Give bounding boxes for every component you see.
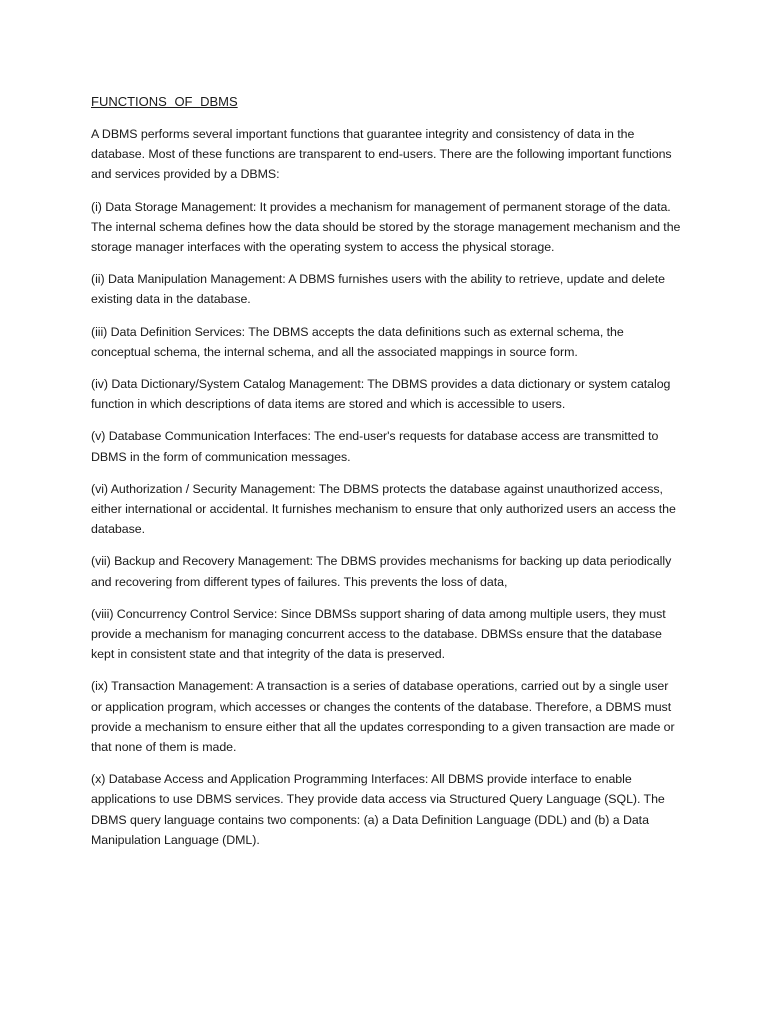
document-page [91,94,681,862]
paragraph-backup-recovery: (vii) Backup and Recovery Management: The DBMS provides mechanisms for backing up data periodically and recovering from different types of failures. This prevents the loss of data, [91,554,672,589]
document-title: FUNCTIONS OF DBMS [91,94,238,109]
paragraph-data-manipulation-management: (ii) Data Manipulation Management: A DBMS furnishes users with the ability to retrieve, update and delete existing data in the database. [91,272,665,307]
paragraph-intro: A DBMS performs several important functions that guarantee integrity and consistency of data in the database. Most of these functions are transparent to end-users. There are the following important functions and services provided by a DBMS: [91,127,672,182]
paragraph-concurrency-control: (viii) Concurrency Control Service: Since DBMSs support sharing of data among multiple users, they must provide a mechanism for managing concurrent access to the database. DBMSs ensure that the database kept in consistent state and that integrity of the data is preserved. [91,606,666,662]
paragraph-data-dictionary-management: (iv) Data Dictionary/System Catalog Management: The DBMS provides a data dictionary or system catalog function in which descriptions of data items are stored and which is accessible to users. [91,377,671,412]
paragraph-database-communication-interfaces: (v) Database Communication Interfaces: The end-user's requests for database access are transmitted to DBMS in the form of communication messages. [91,429,659,464]
paragraph-transaction-management: (ix) Transaction Management: A transaction is a series of database operations, carried out by a single user or application program, which accesses or changes the contents of the database. Therefore, a DBMS must provide a mechanism to ensure either that all the updates corresponding to a given transaction are made or that none of them is made. [91,679,675,755]
paragraph-data-definition-services: (iii) Data Definition Services: The DBMS accepts the data definitions such as external schema, the conceptual schema, the internal schema, and all the associated mappings in source form. [91,324,624,359]
paragraph-database-access-apis: (x) Database Access and Application Programming Interfaces: All DBMS provide interface to enable applications to use DBMS services. They provide data access via Structured Query Language (SQL). The DBMS query language contains two components: (a) a Data Definition Language (DDL) and (b) a Data Manipulation Language (DML). [91,772,665,847]
paragraph-data-storage-management: (i) Data Storage Management: It provides a mechanism for management of permanent storage of the data. The internal schema defines how the data should be stored by the storage management mechanism and the storage manager interfaces with the operating system to access the physical storage. [91,199,681,255]
paragraph-authorization-security: (vi) Authorization / Security Management: The DBMS protects the database against unauthorized access, either international or accidental. It furnishes mechanism to ensure that only authorized users an access the database. [91,481,676,537]
